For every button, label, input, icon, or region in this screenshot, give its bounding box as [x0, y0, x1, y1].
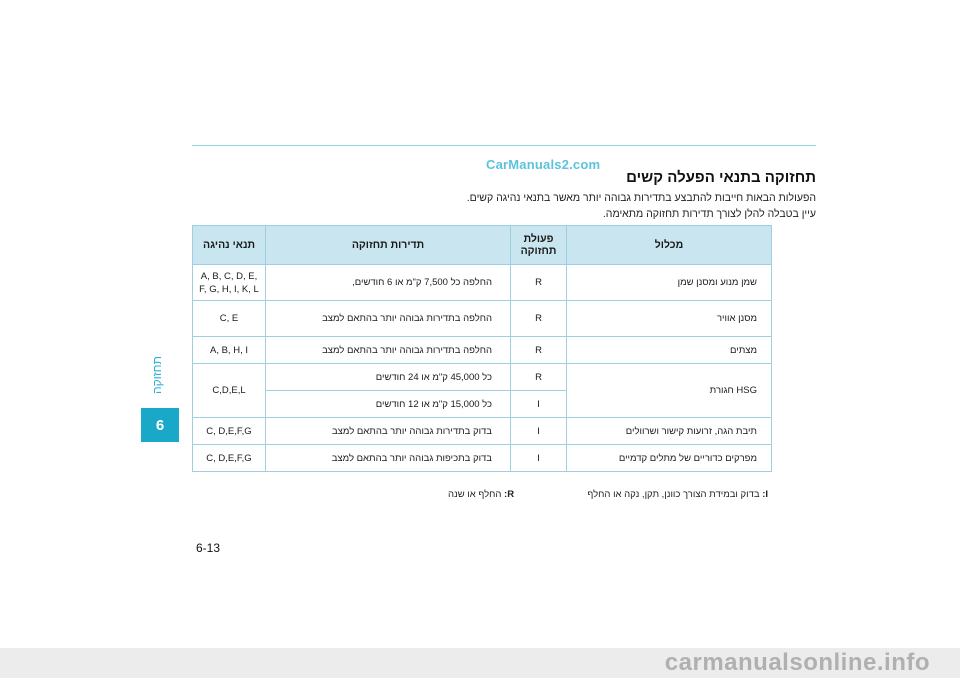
header-operation: פעולת תחזוקה [511, 226, 567, 265]
page-number: 6-13 [196, 541, 221, 555]
legend-inspect-text: בדוק ובמידת הצורך כוונן, תקן, נקה או החלף [587, 489, 760, 500]
header-condition: תנאי נהיגה [193, 226, 266, 265]
top-rule [192, 145, 816, 146]
legend-replace-text: החלף או שנה [448, 489, 502, 500]
legend-replace-code: R: [504, 489, 515, 500]
row-interval: כל 45,000 ק"מ או 24 חודשים [266, 364, 511, 391]
row-interval: החלפה כל 7,500 ק"מ או 6 חודשים, [266, 265, 511, 301]
table-row [193, 418, 772, 445]
row-code: I [511, 391, 567, 418]
row-condition: A, B, H, I [193, 337, 266, 364]
row-code: R [511, 301, 567, 337]
legend-inspect-code: I: [762, 489, 768, 500]
table-row [193, 265, 772, 301]
row-interval: בדוק בתדירות גבוהה יותר בהתאם למצב [266, 418, 511, 445]
row-code: R [511, 364, 567, 391]
row-condition: C,D,E,L [193, 364, 266, 418]
row-item: מצתים [567, 337, 772, 364]
watermark-top: CarManuals2.com [486, 157, 601, 172]
row-code: I [511, 418, 567, 445]
row-item: תיבת הגה, זרועות קישור ושרוולים [567, 418, 772, 445]
row-condition [193, 265, 266, 301]
table-row [193, 301, 772, 337]
row-interval: החלפה בתדירות גבוהה יותר בהתאם למצב [266, 337, 511, 364]
legend-replace [448, 489, 514, 500]
row-code: R [511, 337, 567, 364]
row-interval: בדוק בתכיפות גבוהה יותר בהתאם למצב [266, 445, 511, 472]
intro-line-2: עיין בטבלה להלן לצורך תדירות תחזוקה מתאימה. [602, 208, 816, 220]
chapter-tab: 6 [141, 408, 179, 442]
intro-paragraph [216, 190, 816, 222]
row-condition: C, D,E,F,G [193, 445, 266, 472]
legend-inspect [587, 489, 768, 500]
row-code: R [511, 265, 567, 301]
row-interval: החלפה בתדירות גבוהה יותר בהתאם למצב [266, 301, 511, 337]
condition-line: A, B, C, D, E, [200, 270, 258, 282]
row-condition: C, D,E,F,G [193, 418, 266, 445]
section-title: תחזוקה בתנאי הפעלה קשים [626, 169, 816, 186]
header-interval: תדירות תחזוקה [266, 226, 511, 265]
row-item: מסנן אוויר [567, 301, 772, 337]
maintenance-table [192, 225, 772, 472]
row-code: I [511, 445, 567, 472]
table-header-row [193, 226, 772, 265]
table-row [193, 364, 772, 391]
chapter-label: תחזוקה [150, 356, 164, 394]
row-interval: כל 15,000 ק"מ או 12 חודשים [266, 391, 511, 418]
table-row [193, 337, 772, 364]
row-item: מפרקים כדוריים של מתלים קדמיים [567, 445, 772, 472]
row-item: שמן מנוע ומסנן שמן [567, 265, 772, 301]
header-item: מכלול [567, 226, 772, 265]
row-condition: C, E [193, 301, 266, 337]
watermark-bottom: carmanualsonline.info [0, 648, 960, 678]
condition-line: F, G, H, I, K, L [199, 283, 259, 295]
intro-line-1: הפעולות הבאות חייבות להתבצע בתדירות גבוהה יותר מאשר בתנאי נהיגה קשים. [466, 192, 816, 204]
row-item: HSG חגורת [567, 364, 772, 418]
table-row [193, 445, 772, 472]
